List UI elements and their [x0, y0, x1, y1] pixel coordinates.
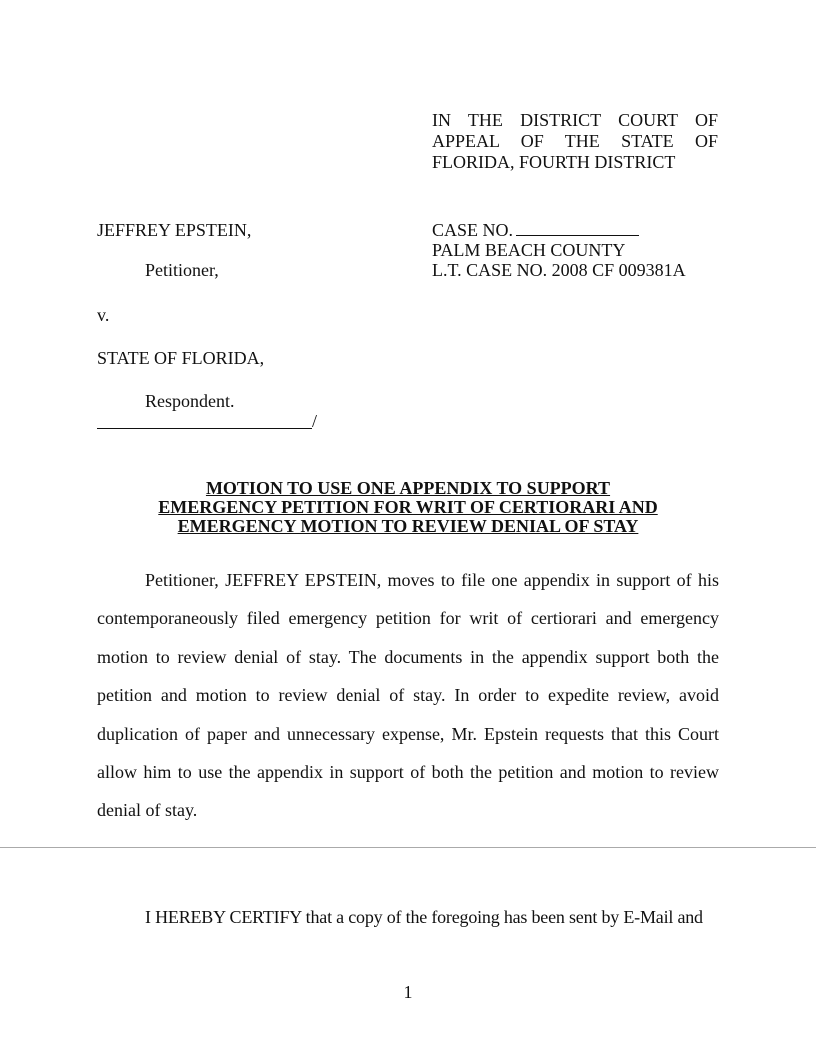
caption-underline [97, 428, 312, 429]
caption-slash: / [312, 411, 318, 431]
motion-title-line-2: EMERGENCY PETITION FOR WRIT OF CERTIORARI AND [158, 497, 658, 517]
motion-title-line-3: EMERGENCY MOTION TO REVIEW DENIAL OF STAY [177, 516, 639, 536]
court-caption [432, 110, 718, 173]
petitioner-role: Petitioner, [145, 260, 219, 280]
case-number-label: CASE NO. [432, 220, 514, 240]
respondent-name: STATE OF FLORIDA, [97, 348, 265, 368]
case-info-block [432, 220, 686, 280]
versus: v. [97, 305, 110, 325]
case-number-row [432, 220, 686, 240]
page-number: 1 [403, 982, 413, 1002]
motion-body-paragraph: Petitioner, JEFFREY EPSTEIN, moves to file one appendix in support of his contemporaneously filed emergency petition for writ of certiorari and emergency motion to review denial of stay. The documents in the appendix support both the petition and motion to review denial of stay. In order to expedite review, avoid duplication of paper and unnecessary expense, Mr. Epstein requests that this Court allow him to use the appendix in support of both the petition and motion to review denial of stay. [97, 570, 719, 821]
petitioner-name: JEFFREY EPSTEIN, [97, 220, 252, 240]
county: PALM BEACH COUNTY [432, 240, 626, 260]
motion-title-line-1: MOTION TO USE ONE APPENDIX TO SUPPORT [205, 478, 611, 498]
respondent-role: Respondent. [145, 391, 235, 411]
motion-title [97, 479, 719, 536]
court-caption-line-2: APPEAL OF THE STATE OF [432, 131, 718, 151]
lower-tribunal-case-number: L.T. CASE NO. 2008 CF 009381A [432, 260, 686, 280]
court-caption-line-3: FLORIDA, FOURTH DISTRICT [432, 152, 676, 172]
court-caption-line-1: IN THE DISTRICT COURT OF [432, 110, 718, 130]
case-number-blank [516, 221, 639, 236]
certificate-of-service: I HEREBY CERTIFY that a copy of the foregoing has been sent by E-Mail and [145, 907, 703, 927]
page-divider [0, 847, 816, 848]
